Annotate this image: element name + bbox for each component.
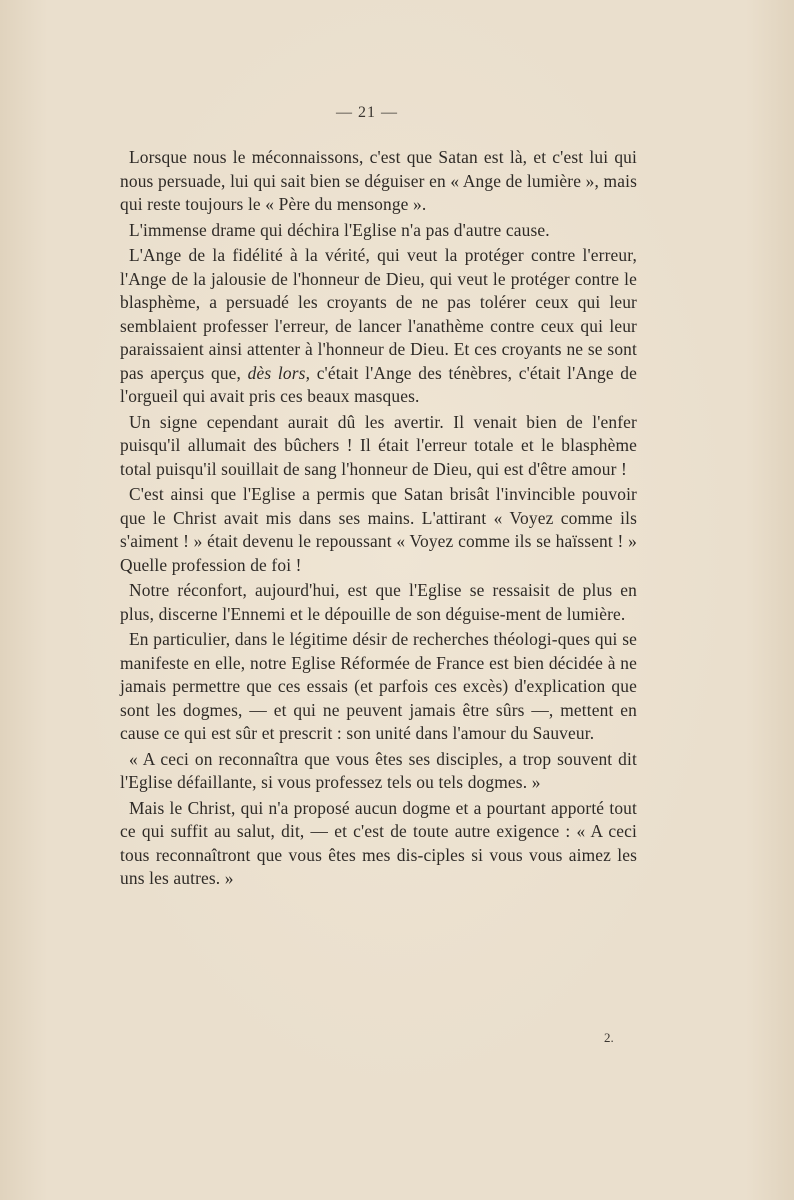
paragraph-3	[120, 244, 637, 409]
paragraph-7: En particulier, dans le légitime désir de recherches théologi-ques qui se manifeste en elle, notre Eglise Réformée de France est bien décidée à ne jamais permettre que ces essais (et parfois ces excès) d'explication que sont les dogmes, — et qui ne peuvent jamais être sûrs —, mettent en cause ce qui est sûr et prescrit : son unité dans l'amour du Sauveur.	[120, 629, 637, 743]
signature-mark: 2.	[604, 1030, 614, 1045]
page-number: — 21 —	[336, 104, 398, 121]
paragraph-4: Un signe cependant aurait dû les avertir. Il venait bien de l'enfer puisqu'il allumait des bûchers ! Il était l'erreur totale et le blasphème total puisqu'il souillait de sang l'honneur de Dieu, qui est d'être amour !	[120, 411, 637, 479]
paragraph-6: Notre réconfort, aujourd'hui, est que l'Eglise se ressaisit de plus en plus, discerne l'Ennemi et le dépouille de son déguise-ment de lumière.	[120, 580, 637, 624]
body-text	[120, 146, 637, 891]
paragraph-3-after: c'était l'Ange des ténèbres, c'était l'Ange de l'orgueil qui avait pris ces beaux masques.	[120, 362, 638, 406]
paragraph-5: C'est ainsi que l'Eglise a permis que Satan brisât l'invincible pouvoir que le Christ avait mis dans ses mains. L'attirant « Voyez comme ils s'aiment ! » était devenu le repoussant « Voyez comme ils se haïssent ! » Quelle profession de foi !	[120, 484, 637, 575]
emphasis-des-lors: dès lors,	[247, 362, 311, 383]
paragraph-9: Mais le Christ, qui n'a proposé aucun dogme et a pourtant apporté tout ce qui suffit au salut, dit, — et c'est de toute autre exigence : « A ceci tous reconnaîtront que vous êtes mes dis-ciples si vous vous aimez les uns les autres. »	[120, 797, 637, 888]
paragraph-3-before: L'Ange de la fidélité à la vérité, qui veut la protéger contre l'erreur, l'Ange de la jalousie de l'honneur de Dieu, qui veut le protéger contre le blasphème, a persuadé les croyants de ne pas tolérer ceux qui leur semblaient professer l'erreur, de lancer l'anathème contre ceux qui leur paraissaient ainsi attenter à l'honneur de Dieu. Et ces croyants ne se sont pas aperçus que,	[120, 245, 637, 383]
paragraph-1: Lorsque nous le méconnaissons, c'est que Satan est là, et c'est lui qui nous persuade, lui qui sait bien se déguiser en « Ange de lumière », mais qui reste toujours le « Père du mensonge ».	[120, 147, 637, 214]
paragraph-8: « A ceci on reconnaîtra que vous êtes ses disciples, a trop souvent dit l'Eglise défaillante, si vous professez tels ou tels dogmes. »	[120, 748, 637, 792]
paragraph-2: L'immense drame qui déchira l'Eglise n'a pas d'autre cause.	[129, 219, 550, 240]
